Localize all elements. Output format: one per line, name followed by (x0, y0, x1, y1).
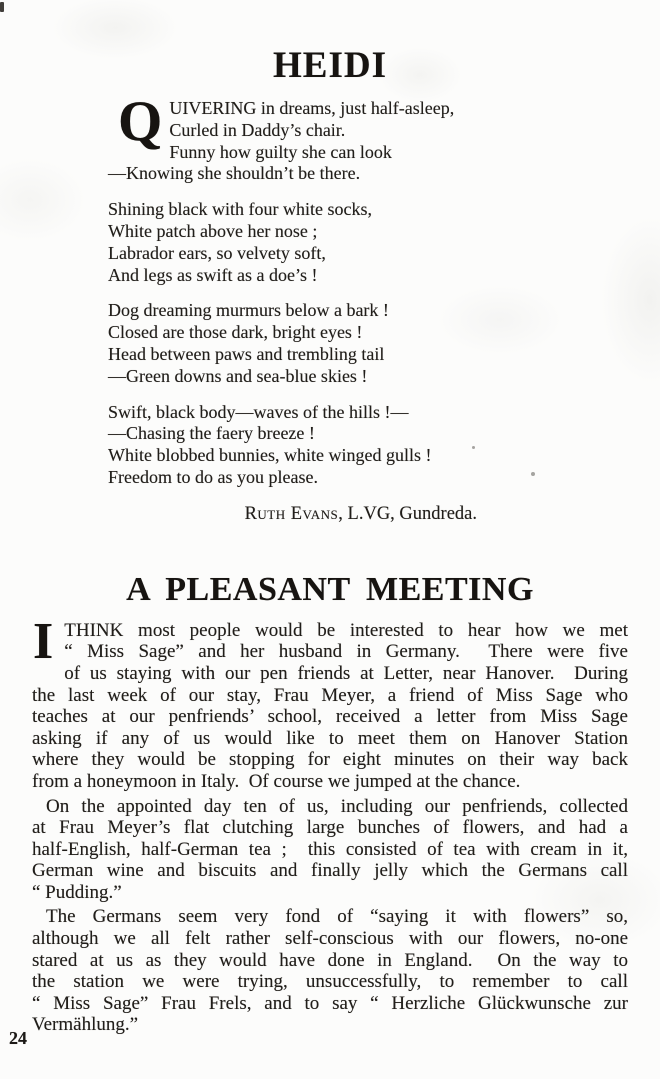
poem-line: Labrador ears, so velvety soft, (108, 242, 326, 263)
poem-byline (108, 503, 477, 525)
poem-stanza-4 (108, 402, 660, 489)
poem-stanzas (108, 90, 660, 489)
article-title: A PLEASANT MEETING (126, 570, 534, 608)
article-line: stared at us as they would have done in England. On the way to (32, 949, 628, 971)
poem-line: Funny how guilty she can look (169, 141, 392, 162)
article-line: the station we were trying, unsuccessfully, to remember to call (32, 971, 628, 993)
poem-line: —Green downs and sea-blue skies ! (108, 365, 368, 386)
poem-line: UIVERING in dreams, just half-asleep, (169, 98, 455, 118)
poem-line: White blobbed bunnies, white winged gulls ! (108, 445, 432, 466)
article-paragraphs (32, 612, 628, 1036)
article-line: the last week of our stay, Frau Meyer, a friend of Miss Sage who (32, 684, 628, 706)
poem-line: —Knowing she shouldn’t be there. (108, 163, 361, 184)
page-number: 24 (9, 1028, 27, 1048)
article-line: half-English, half-German tea ; this consisted of tea with cream in it, (32, 838, 628, 860)
article-paragraph-3 (32, 906, 628, 1036)
article-drop-cap: I (33, 612, 54, 670)
poem-stanza-2 (108, 199, 660, 286)
article-line: where they would be stopping for eight minutes on their way back (32, 749, 628, 771)
article-line: On the appointed day ten of us, including our penfriends, collected (46, 795, 628, 817)
poem-line: Shining black with four white socks, (108, 199, 372, 220)
poem-stanza-3 (108, 300, 660, 387)
article-paragraph-1 (32, 612, 628, 793)
poem-line: White patch above her nose ; (108, 220, 318, 241)
article-line: The Germans seem very fond of “saying it with flowers” so, (46, 906, 628, 928)
poem-author-suffix: , L.VG, Gundreda. (338, 503, 477, 524)
article-line: although we all felt rather self-conscious with our flowers, no-one (32, 928, 628, 950)
poem-drop-cap: Q (118, 90, 163, 153)
poem-line: Swift, black body—waves of the hills !— (108, 401, 409, 422)
poem-line: And legs as swift as a doe’s ! (108, 264, 318, 285)
poem-line: Head between paws and trembling tail (108, 343, 385, 364)
scan-speck-icon (472, 446, 475, 449)
article-line: Vermählung.” (32, 1014, 139, 1036)
article-line: of us staying with our pen friends at Letter, near Hanover. During (64, 662, 628, 684)
article-line: “ Pudding.” (32, 881, 122, 903)
poem-line: —Chasing the faery breeze ! (108, 423, 315, 444)
article-line: teaches at our penfriends’ school, received a letter from Miss Sage (32, 706, 628, 728)
article-line: “ Miss Sage” Frau Frels, and to say “ Herzliche Glückwunsche zur (32, 992, 628, 1014)
article-paragraph-2 (32, 796, 628, 904)
poem-author: Ruth Evans (244, 503, 339, 524)
article-line: from a honeymoon in Italy. Of course we jumped at the chance. (32, 770, 521, 792)
article-line: German wine and biscuits and finally jelly which the Germans call (32, 860, 628, 882)
poem-stanza-1 (108, 90, 660, 185)
article-line: “ Miss Sage” and her husband in Germany. There were five (64, 641, 628, 663)
scan-speck-icon (531, 472, 535, 476)
scan-speck-icon (0, 2, 4, 12)
poem-title: HEIDI (273, 45, 387, 86)
poem-line: Curled in Daddy’s chair. (169, 119, 346, 140)
article-line: THINK most people would be interested to hear how we met (64, 619, 628, 641)
poem-line: Freedom to do as you please. (108, 466, 318, 487)
article-line: at Frau Meyer’s flat clutching large bunches of flowers, and had a (32, 817, 628, 839)
poem-line: Closed are those dark, bright eyes ! (108, 322, 363, 343)
article-line: asking if any of us would like to meet them on Hanover Station (32, 727, 628, 749)
poem-line: Dog dreaming murmurs below a bark ! (108, 300, 389, 321)
